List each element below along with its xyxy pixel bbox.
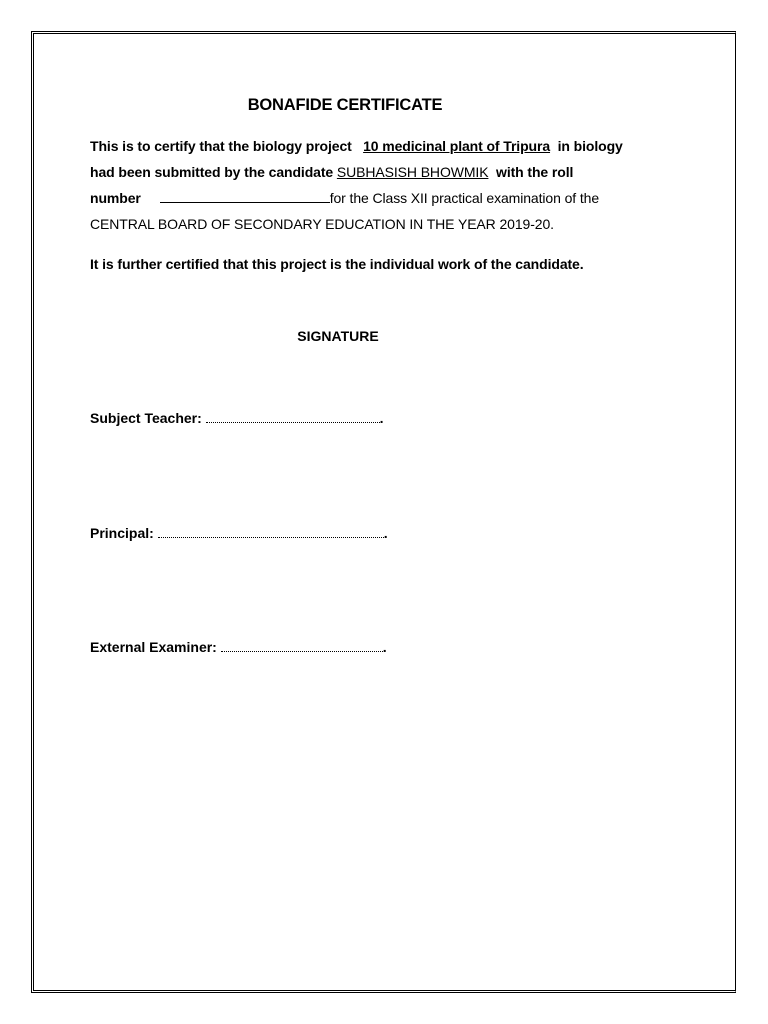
subject-teacher-line (90, 408, 384, 426)
principal-end-mark: . (383, 525, 388, 541)
external-examiner-end-mark: . (382, 639, 387, 655)
subject-teacher-end-mark: . (379, 410, 384, 426)
candidate-name: SUBHASISH BHOWMIK (336, 164, 489, 180)
principal-line (90, 523, 388, 541)
line3-prefix: number (90, 190, 141, 206)
line2-prefix: had been submitted by the candidate (90, 164, 334, 180)
line1-suffix: in biology (557, 138, 623, 154)
line2-suffix: with the roll (496, 164, 574, 180)
certificate-line-2 (90, 159, 573, 185)
principal-label: Principal: (90, 525, 154, 541)
line1-prefix: This is to certify that the biology project (90, 138, 352, 154)
principal-signature-field (158, 523, 384, 538)
certificate-title: BONAFIDE CERTIFICATE (247, 96, 443, 114)
external-examiner-line (90, 637, 387, 655)
certificate-line-1 (90, 133, 623, 159)
external-examiner-signature-field (221, 637, 383, 652)
further-statement: It is further certified that this project is the individual work of the candidate. (90, 256, 584, 272)
subject-teacher-signature-field (206, 408, 380, 423)
certificate-line-3 (90, 185, 599, 211)
subject-teacher-label: Subject Teacher: (90, 410, 202, 426)
certificate-line-4: CENTRAL BOARD OF SECONDARY EDUCATION IN THE YEAR 2019-20. (90, 216, 554, 232)
signature-heading: SIGNATURE (297, 328, 379, 344)
roll-number-blank (160, 186, 330, 203)
external-examiner-label: External Examiner: (90, 639, 217, 655)
line3-suffix: for the Class XII practical examination of the (329, 190, 600, 206)
project-name: 10 medicinal plant of Tripura (363, 138, 551, 154)
